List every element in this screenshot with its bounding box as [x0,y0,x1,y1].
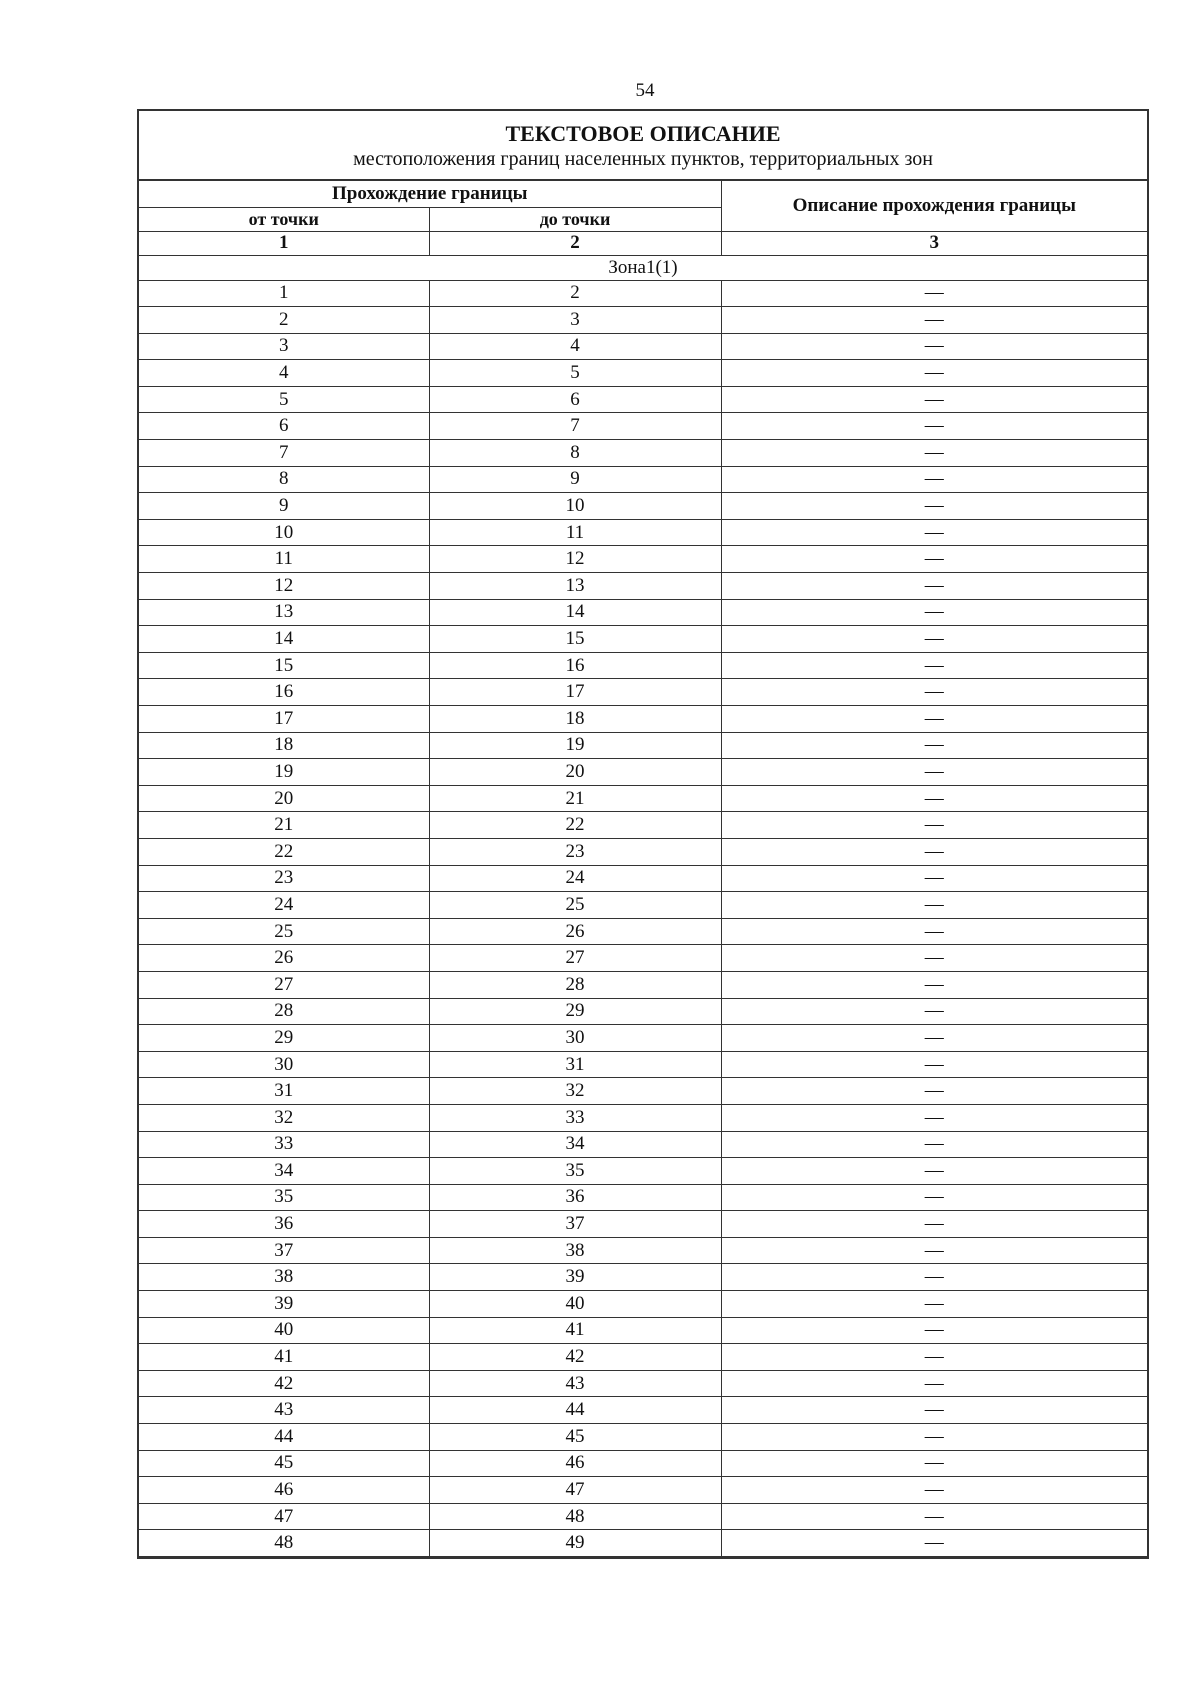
to-point-cell: 42 [429,1344,721,1371]
table-row [139,1291,1147,1318]
table-row [139,1025,1147,1052]
description-cell: — [721,918,1147,945]
to-point-cell: 12 [429,546,721,573]
to-point-cell: 3 [429,307,721,334]
header-description: Описание прохождения границы [721,181,1147,231]
table-row [139,599,1147,626]
description-cell: — [721,1078,1147,1105]
to-point-cell: 32 [429,1078,721,1105]
to-point-cell: 21 [429,785,721,812]
to-point-cell: 2 [429,280,721,307]
boundary-table [139,181,1147,1557]
from-point-cell: 12 [139,573,429,600]
to-point-cell: 5 [429,360,721,387]
to-point-cell: 30 [429,1025,721,1052]
from-point-cell: 47 [139,1503,429,1530]
table-row [139,1503,1147,1530]
to-point-cell: 14 [429,599,721,626]
from-point-cell: 38 [139,1264,429,1291]
from-point-cell: 42 [139,1370,429,1397]
to-point-cell: 10 [429,493,721,520]
description-cell: — [721,998,1147,1025]
description-cell: — [721,360,1147,387]
from-point-cell: 13 [139,599,429,626]
table-row [139,812,1147,839]
description-cell: — [721,1104,1147,1131]
description-cell: — [721,493,1147,520]
to-point-cell: 18 [429,706,721,733]
to-point-cell: 23 [429,838,721,865]
from-point-cell: 11 [139,546,429,573]
to-point-cell: 33 [429,1104,721,1131]
description-cell: — [721,865,1147,892]
from-point-cell: 30 [139,1051,429,1078]
table-row [139,1264,1147,1291]
from-point-cell: 36 [139,1211,429,1238]
to-point-cell: 49 [429,1530,721,1557]
column-number-3: 3 [721,231,1147,255]
to-point-cell: 19 [429,732,721,759]
from-point-cell: 9 [139,493,429,520]
description-cell: — [721,732,1147,759]
from-point-cell: 27 [139,971,429,998]
to-point-cell: 6 [429,386,721,413]
to-point-cell: 16 [429,652,721,679]
from-point-cell: 14 [139,626,429,653]
from-point-cell: 43 [139,1397,429,1424]
description-cell: — [721,1211,1147,1238]
to-point-cell: 29 [429,998,721,1025]
table-row [139,519,1147,546]
from-point-cell: 28 [139,998,429,1025]
table-row [139,1397,1147,1424]
description-cell: — [721,1131,1147,1158]
description-cell: — [721,333,1147,360]
description-cell: — [721,1424,1147,1451]
header-row-1 [139,181,1147,207]
table-row [139,1450,1147,1477]
header-to-point: до точки [429,207,721,231]
to-point-cell: 25 [429,892,721,919]
description-cell: — [721,1184,1147,1211]
from-point-cell: 39 [139,1291,429,1318]
table-row [139,1131,1147,1158]
from-point-cell: 4 [139,360,429,387]
description-cell: — [721,1291,1147,1318]
zone-label: Зона1(1) [139,255,1147,280]
from-point-cell: 3 [139,333,429,360]
from-point-cell: 37 [139,1237,429,1264]
from-point-cell: 35 [139,1184,429,1211]
description-cell: — [721,626,1147,653]
table-row [139,706,1147,733]
from-point-cell: 26 [139,945,429,972]
table-row [139,945,1147,972]
from-point-cell: 21 [139,812,429,839]
column-number-row [139,231,1147,255]
from-point-cell: 45 [139,1450,429,1477]
from-point-cell: 24 [139,892,429,919]
table-row [139,679,1147,706]
header-from-point: от точки [139,207,429,231]
description-cell: — [721,280,1147,307]
table-row [139,918,1147,945]
from-point-cell: 44 [139,1424,429,1451]
table-row [139,466,1147,493]
table-row [139,626,1147,653]
to-point-cell: 35 [429,1158,721,1185]
description-cell: — [721,785,1147,812]
from-point-cell: 25 [139,918,429,945]
description-cell: — [721,759,1147,786]
to-point-cell: 38 [429,1237,721,1264]
table-row [139,732,1147,759]
from-point-cell: 23 [139,865,429,892]
table-row [139,1158,1147,1185]
from-point-cell: 7 [139,440,429,467]
to-point-cell: 47 [429,1477,721,1504]
description-cell: — [721,679,1147,706]
table-row [139,1184,1147,1211]
table-row [139,280,1147,307]
from-point-cell: 1 [139,280,429,307]
from-point-cell: 10 [139,519,429,546]
to-point-cell: 8 [429,440,721,467]
zone-row [139,255,1147,280]
table-row [139,1104,1147,1131]
table-body [139,255,1147,1557]
table-row [139,1211,1147,1238]
table-row [139,998,1147,1025]
from-point-cell: 6 [139,413,429,440]
description-cell: — [721,1477,1147,1504]
to-point-cell: 44 [429,1397,721,1424]
from-point-cell: 31 [139,1078,429,1105]
description-cell: — [721,1450,1147,1477]
to-point-cell: 17 [429,679,721,706]
to-point-cell: 20 [429,759,721,786]
table-row [139,413,1147,440]
description-cell: — [721,413,1147,440]
table-row [139,440,1147,467]
description-cell: — [721,546,1147,573]
table-row [139,386,1147,413]
from-point-cell: 40 [139,1317,429,1344]
table-row [139,493,1147,520]
table-row [139,1317,1147,1344]
from-point-cell: 41 [139,1344,429,1371]
description-cell: — [721,386,1147,413]
table-row [139,573,1147,600]
table-row [139,1370,1147,1397]
title-block [139,111,1147,181]
table-row [139,546,1147,573]
from-point-cell: 48 [139,1530,429,1557]
table-row [139,971,1147,998]
from-point-cell: 19 [139,759,429,786]
table-row [139,865,1147,892]
from-point-cell: 16 [139,679,429,706]
to-point-cell: 27 [429,945,721,972]
to-point-cell: 39 [429,1264,721,1291]
table-row [139,1530,1147,1557]
description-cell: — [721,519,1147,546]
description-cell: — [721,1317,1147,1344]
description-cell: — [721,1397,1147,1424]
to-point-cell: 24 [429,865,721,892]
description-cell: — [721,1530,1147,1557]
from-point-cell: 46 [139,1477,429,1504]
table-row [139,652,1147,679]
description-cell: — [721,1025,1147,1052]
to-point-cell: 28 [429,971,721,998]
from-point-cell: 15 [139,652,429,679]
to-point-cell: 15 [429,626,721,653]
description-cell: — [721,945,1147,972]
to-point-cell: 31 [429,1051,721,1078]
table-row [139,1078,1147,1105]
to-point-cell: 36 [429,1184,721,1211]
from-point-cell: 20 [139,785,429,812]
to-point-cell: 22 [429,812,721,839]
to-point-cell: 13 [429,573,721,600]
from-point-cell: 29 [139,1025,429,1052]
from-point-cell: 32 [139,1104,429,1131]
table-row [139,1424,1147,1451]
description-cell: — [721,307,1147,334]
description-cell: — [721,466,1147,493]
from-point-cell: 34 [139,1158,429,1185]
description-cell: — [721,1503,1147,1530]
table-row [139,1344,1147,1371]
description-cell: — [721,599,1147,626]
to-point-cell: 37 [429,1211,721,1238]
description-cell: — [721,1264,1147,1291]
table-row [139,307,1147,334]
description-cell: — [721,892,1147,919]
description-cell: — [721,1370,1147,1397]
description-cell: — [721,1158,1147,1185]
description-cell: — [721,440,1147,467]
table-row [139,838,1147,865]
from-point-cell: 22 [139,838,429,865]
to-point-cell: 9 [429,466,721,493]
table-row [139,892,1147,919]
column-number-2: 2 [429,231,721,255]
table-row [139,1477,1147,1504]
to-point-cell: 4 [429,333,721,360]
from-point-cell: 18 [139,732,429,759]
description-cell: — [721,971,1147,998]
description-cell: — [721,1237,1147,1264]
table-row [139,1051,1147,1078]
header-passage: Прохождение границы [139,181,721,207]
from-point-cell: 17 [139,706,429,733]
table-row [139,759,1147,786]
description-cell: — [721,838,1147,865]
document-subtitle: местоположения границ населенных пунктов, территориальных зон [353,148,933,170]
boundary-description-table [137,109,1149,1559]
to-point-cell: 26 [429,918,721,945]
to-point-cell: 45 [429,1424,721,1451]
to-point-cell: 48 [429,1503,721,1530]
document-title: ТЕКСТОВОЕ ОПИСАНИЕ [505,121,781,146]
table-row [139,333,1147,360]
to-point-cell: 7 [429,413,721,440]
table-row [139,360,1147,387]
from-point-cell: 8 [139,466,429,493]
description-cell: — [721,652,1147,679]
description-cell: — [721,573,1147,600]
description-cell: — [721,1051,1147,1078]
to-point-cell: 40 [429,1291,721,1318]
from-point-cell: 5 [139,386,429,413]
to-point-cell: 34 [429,1131,721,1158]
to-point-cell: 46 [429,1450,721,1477]
description-cell: — [721,812,1147,839]
table-row [139,1237,1147,1264]
description-cell: — [721,706,1147,733]
description-cell: — [721,1344,1147,1371]
to-point-cell: 43 [429,1370,721,1397]
to-point-cell: 41 [429,1317,721,1344]
to-point-cell: 11 [429,519,721,546]
from-point-cell: 33 [139,1131,429,1158]
table-row [139,785,1147,812]
page-number: 54 [635,80,655,101]
from-point-cell: 2 [139,307,429,334]
column-number-1: 1 [139,231,429,255]
